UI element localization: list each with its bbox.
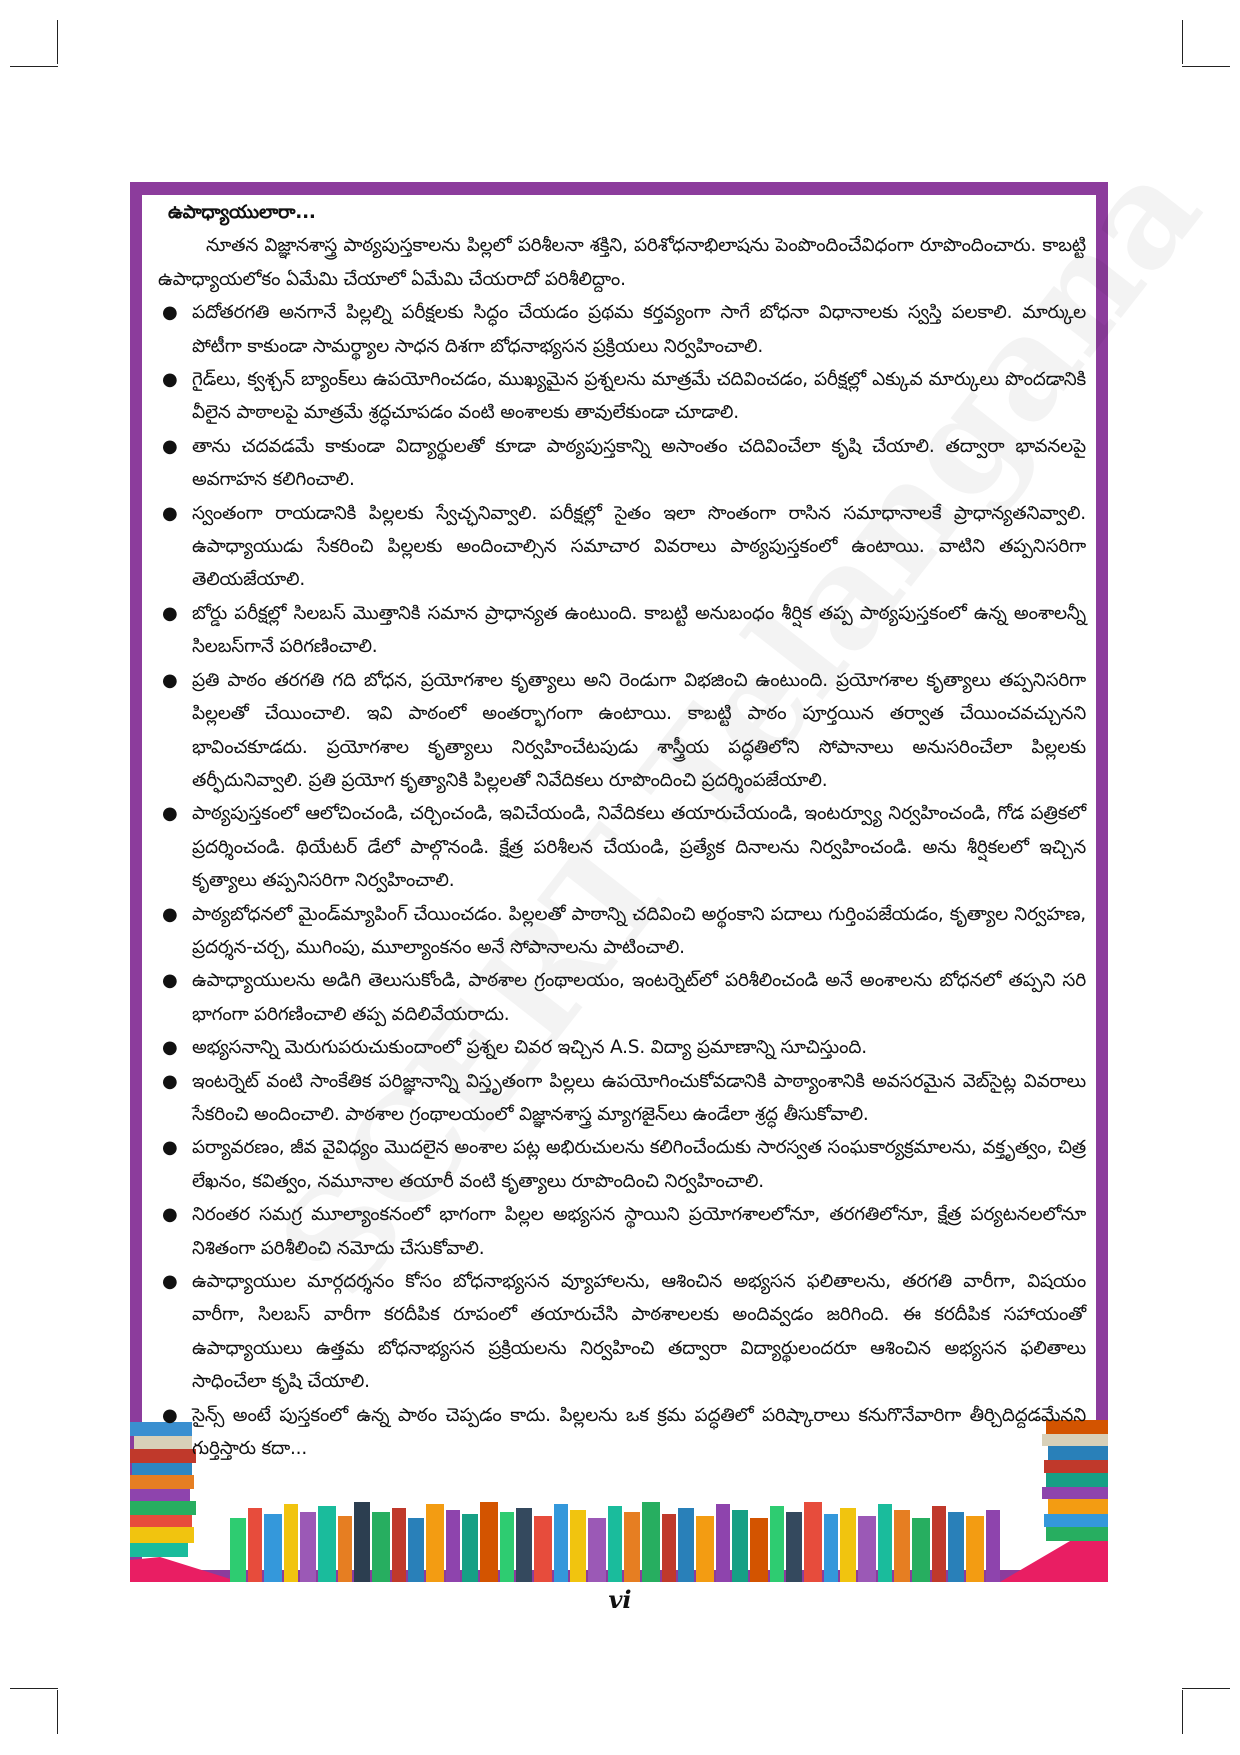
list-item: ● అభ్యసనాన్ని మెరుగుపరుచుకుందాంలో ప్రశ్నల చివర ఇచ్చిన A.S. విద్యా ప్రమాణాన్ని సూచిస్తుంది.	[158, 1031, 1086, 1064]
list-item: ● ఉపాధ్యాయుల మార్గదర్శనం కోసం బోధనాభ్యసన వ్యూహాలను, ఆశించిన అభ్యసన ఫలితాలను, తరగతి వారీగా, విషయం వారీగా, సిలబస్ వారీగా కరదీపిక రూపంలో తయారుచేసి పాఠశాలలకు అందివ్వడం జరిగింది. ఈ కరదీపిక సహాయంతో ఉపాధ్యాయులు ఉత్తమ బోధనాభ్యసన ప్రక్రియలను నిర్వహించి తద్వారా విద్యార్థులందరూ ఆశించిన అభ్యసన ఫలితాలు సాధించేలా కృషి చేయాలి.	[158, 1265, 1086, 1399]
bullet-icon: ●	[162, 302, 178, 324]
bullet-icon: ●	[162, 669, 178, 691]
crop-mark-bottom-left-h	[10, 1688, 58, 1689]
crop-mark-top-right-h	[1182, 66, 1230, 67]
crop-mark-top-left	[57, 20, 58, 64]
bullet-icon: ●	[162, 1070, 178, 1092]
guidelines-list	[158, 296, 1086, 1465]
list-item: ● సైన్స్ అంటే పుస్తకంలో ఉన్న పాఠం చెప్పడం కాదు. పిల్లలను ఒక క్రమ పద్ధతిలో పరిష్కారాలు కనుగొనేవారిగా తీర్చిదిద్దడమేనని గుర్తిస్తారు కదా...	[158, 1399, 1086, 1466]
bullet-icon: ●	[162, 369, 178, 391]
intro-paragraph: నూతన విజ్ఞానశాస్త్ర పాఠ్యపుస్తకాలను పిల్లలో పరిశీలనా శక్తిని, పరిశోధనాభిలాషను పెంపొందించేవిధంగా రూపొందించారు. కాబట్టి ఉపాధ్యాయలోకం ఏమేమి చేయాలో ఏమేమి చేయరాదో పరిశీలిద్దాం.	[158, 235, 1086, 290]
bullet-icon: ●	[162, 435, 178, 457]
crop-mark-bottom-left	[57, 1690, 58, 1734]
bullet-icon: ●	[162, 1204, 178, 1226]
list-item: ● పర్యావరణం, జీవ వైవిధ్యం మొదలైన అంశాల పట్ల అభిరుచులను కలిగించేందుకు సారస్వత సంఘకార్యక్రమాలను, వక్తృత్వం, చిత్ర లేఖనం, కవిత్వం, నమూనాల తయారీ వంటి కృత్యాలు రూపొందించి నిర్వహించాలి.	[158, 1131, 1086, 1198]
bullet-icon: ●	[162, 803, 178, 825]
crop-mark-top-left-h	[10, 66, 58, 67]
bullet-icon: ●	[162, 1137, 178, 1159]
document-body	[158, 196, 1086, 1465]
list-item: ● పాఠ్యపుస్తకంలో ఆలోచించండి, చర్చించండి, ఇవిచేయండి, నివేదికలు తయారుచేయండి, ఇంటర్వ్యూ నిర్వహించండి, గోడ పత్రికలో ప్రదర్శించండి. థియేటర్ డేలో పాల్గొనండి. క్షేత్ర పరిశీలన చేయండి, ప్రత్యేక దినాలను నిర్వహించండి. అను శీర్షికలలో ఇచ్చిన కృత్యాలు తప్పనిసరిగా నిర్వహించాలి.	[158, 797, 1086, 897]
list-item: ● స్వంతంగా రాయడానికి పిల్లలకు స్వేచ్ఛనివ్వాలి. పరీక్షల్లో సైతం ఇలా సొంతంగా రాసిన సమాధానాలకే ప్రాధాన్యతనివ్వాలి. ఉపాధ్యాయుడు సేకరించి పిల్లలకు అందించాల్సిన సమాచార వివరాలు పాఠ్యపుస్తకంలో ఉంటాయి. వాటిని తప్పనిసరిగా తెలియజేయాలి.	[158, 497, 1086, 597]
bullet-icon: ●	[162, 903, 178, 925]
book-spines-row	[230, 1502, 1000, 1582]
list-item: ● పదోతరగతి అనగానే పిల్లల్ని పరీక్షలకు సిద్ధం చేయడం ప్రథమ కర్తవ్యంగా సాగే బోధనా విధానాలకు స్వస్తి పలకాలి. మార్కుల పోటీగా కాకుండా సామర్థ్యాల సాధన దిశగా బోధనాభ్యసన ప్రక్రియలు నిర్వహించాలి.	[158, 296, 1086, 363]
list-item: ● ఇంటర్నెట్ వంటి సాంకేతిక పరిజ్ఞానాన్ని విస్తృతంగా పిల్లలు ఉపయోగించుకోవడానికి పాఠ్యాంశానికి అవసరమైన వెబ్‌సైట్ల వివరాలు సేకరించి అందించాలి. పాఠశాల గ్రంథాలయంలో విజ్ఞానశాస్త్ర మ్యాగజైన్‌లు ఉండేలా శ్రద్ధ తీసుకోవాలి.	[158, 1065, 1086, 1132]
list-item: ● తాను చదవడమే కాకుండా విద్యార్థులతో కూడా పాఠ్యపుస్తకాన్ని అసాంతం చదివించేలా కృషి చేయాలి. తద్వారా భావనలపై అవగాహన కలిగించాలి.	[158, 430, 1086, 497]
page-number: vi	[608, 1585, 632, 1614]
bullet-icon: ●	[162, 502, 178, 524]
bullet-icon: ●	[162, 602, 178, 624]
list-item: ● ప్రతి పాఠం తరగతి గది బోధన, ప్రయోగశాల కృత్యాలు అని రెండుగా విభజించి ఉంటుంది. ప్రయోగశాల కృత్యాలు తప్పనిసరిగా పిల్లలతో చేయించాలి. ఇవి పాఠంలో అంతర్భాగంగా ఉంటాయి. కాబట్టి పాఠం పూర్తయిన తర్వాత చేయించవచ్చునని భావించకూడదు. ప్రయోగశాల కృత్యాలు నిర్వహించేటపుడు శాస్త్రీయ పద్ధతిలోని సోపానాలు అనుసరించేలా పిల్లలకు తర్ఫీదునివ్వాలి. ప్రతి ప్రయోగ కృత్యానికి పిల్లలతో నివేదికలు రూపొందించి ప్రదర్శింపజేయాలి.	[158, 664, 1086, 798]
bullet-icon: ●	[162, 970, 178, 992]
bullet-icon: ●	[162, 1037, 178, 1059]
crop-mark-bottom-right	[1182, 1690, 1183, 1734]
list-item: ● ఉపాధ్యాయులను అడిగి తెలుసుకోండి, పాఠశాల గ్రంథాలయం, ఇంటర్నెట్‌లో పరిశీలించండి అనే అంశాలను బోధనలో తప్పని సరి భాగంగా పరిగణించాలి తప్ప వదిలివేయరాదు.	[158, 964, 1086, 1031]
crop-mark-bottom-right-h	[1182, 1688, 1230, 1689]
list-item: ● పాఠ్యబోధనలో మైండ్‌మ్యాపింగ్ చేయించడం. పిల్లలతో పాఠాన్ని చదివించి అర్థంకాని పదాలు గుర్తింపజేయడం, కృత్యాల నిర్వహణ, ప్రదర్శన-చర్చ, ముగింపు, మూల్యాంకనం అనే సోపానాలను పాటించాలి.	[158, 898, 1086, 965]
page-heading: ఉపాధ్యాయులారా...	[168, 202, 316, 223]
list-item: ● నిరంతర సమగ్ర మూల్యాంకనంలో భాగంగా పిల్లల అభ్యసన స్థాయిని ప్రయోగశాలలోనూ, తరగతిలోనూ, క్షేత్ర పర్యటనలలోనూ నిశితంగా పరిశీలించి నమోదు చేసుకోవాలి.	[158, 1198, 1086, 1265]
list-item: ● గైడ్‌లు, క్వశ్చన్ బ్యాంక్‌లు ఉపయోగించడం, ముఖ్యమైన ప్రశ్నలను మాత్రమే చదివించడం, పరీక్షల్లో ఎక్కువ మార్కులు పొందడానికి వీలైన పాఠాలపై మాత్రమే శ్రద్ధచూపడం వంటి అంశాలకు తావులేకుండా చూడాలి.	[158, 363, 1086, 430]
bullet-icon: ●	[162, 1404, 178, 1426]
bullet-icon: ●	[162, 1271, 178, 1292]
crop-mark-top-right	[1182, 20, 1183, 64]
list-item: ● బోర్డు పరీక్షల్లో సిలబస్ మొత్తానికి సమాన ప్రాధాన్యత ఉంటుంది. కాబట్టి అనుబంధం శీర్షిక తప్ప పాఠ్యపుస్తకంలో ఉన్న అంశాలన్నీ సిలబస్‌గానే పరిగణించాలి.	[158, 597, 1086, 664]
